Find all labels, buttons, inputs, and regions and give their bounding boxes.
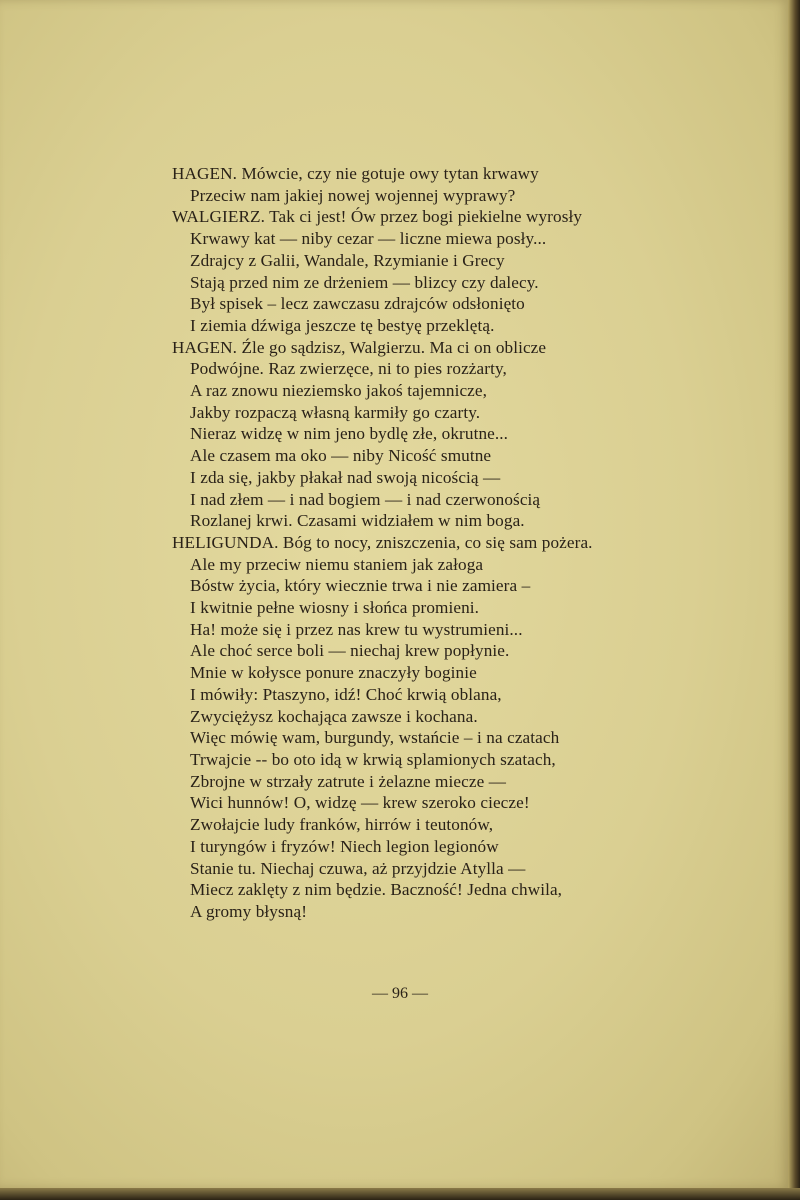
text-line: Zdrajcy z Galii, Wandale, Rzymianie i Grecy (190, 250, 505, 270)
text-line: Mnie w kołysce ponure znaczyły boginie (190, 663, 477, 683)
text-line: Ha! może się i przez nas krew tu wystrumieni... (190, 619, 523, 639)
text-line: Zwołajcie ludy franków, hirrów i teutonów, (190, 815, 494, 835)
text-line: Więc mówię wam, burgundy, wstańcie – i na czatach (190, 728, 560, 748)
text-line: Miecz zaklęty z nim będzie. Baczność! Jedna chwila, (190, 880, 563, 900)
text-line: Był spisek – lecz zawczasu zdrajców odsłonięto (190, 294, 525, 314)
text-line: Ale choć serce boli — niechaj krew popłynie. (190, 641, 510, 661)
text-line: Stanie tu. Niechaj czuwa, aż przyjdzie Atylla — (190, 858, 526, 878)
text-line: HELIGUNDA. Bóg to nocy, zniszczenia, co się sam pożera. (172, 532, 593, 552)
text-line: Podwójne. Raz zwierzęce, ni to pies rozżarty, (190, 359, 507, 379)
text-line: I kwitnie pełne wiosny i słońca promieni. (190, 598, 480, 618)
text-line: Krwawy kat — niby cezar — liczne miewa posły... (190, 229, 547, 249)
text-line: A raz znowu nieziemsko jakoś tajemnicze, (190, 381, 488, 401)
text-line: I zda się, jakby płakał nad swoją nicością — (190, 467, 501, 487)
page-text (172, 163, 692, 923)
text-line: Ale czasem ma oko — niby Nicość smutne (190, 446, 492, 466)
text-line: Rozlanej krwi. Czasami widziałem w nim boga. (190, 511, 525, 531)
text-line: Bóstw życia, który wiecznie trwa i nie zamiera – (190, 576, 531, 596)
text-line: HAGEN. Źle go sądzisz, Walgierzu. Ma ci on oblicze (172, 337, 547, 357)
text-line: Nieraz widzę w nim jeno bydlę złe, okrutne... (190, 424, 509, 444)
text-line: Trwajcie -- bo oto idą w krwią splamionych szatach, (190, 749, 556, 769)
page-bottom-edge (0, 1188, 800, 1200)
text-line: I nad złem — i nad bogiem — i nad czerwonością (190, 489, 541, 509)
text-line: Zwyciężysz kochająca zawsze i kochana. (190, 706, 478, 726)
page-right-edge (788, 0, 800, 1200)
text-line: I ziemia dźwiga jeszcze tę bestyę przeklętą. (190, 315, 495, 335)
text-line: HAGEN. Mówcie, czy nie gotuje owy tytan krwawy (172, 164, 539, 183)
text-line: I turyngów i fryzów! Niech legion legionów (190, 836, 499, 856)
text-line: Jakby rozpaczą własną karmiły go czarty. (190, 402, 481, 422)
text-line: A gromy błysną! (190, 901, 308, 921)
text-line: Wici hunnów! O, widzę — krew szeroko ciecze! (190, 793, 530, 813)
page-number: — 96 — (372, 985, 428, 1002)
text-line: WALGIERZ. Tak ci jest! Ów przez bogi piekielne wyrosły (172, 207, 583, 227)
text-line: I mówiły: Ptaszyno, idź! Choć krwią oblana, (190, 684, 502, 704)
text-line: Przeciw nam jakiej nowej wojennej wyprawy? (190, 185, 516, 205)
text-line: Zbrojne w strzały zatrute i żelazne miecze — (190, 771, 506, 791)
text-line: Stają przed nim ze drżeniem — blizcy czy dalecy. (190, 272, 539, 292)
text-line: Ale my przeciw niemu staniem jak załoga (190, 554, 484, 574)
